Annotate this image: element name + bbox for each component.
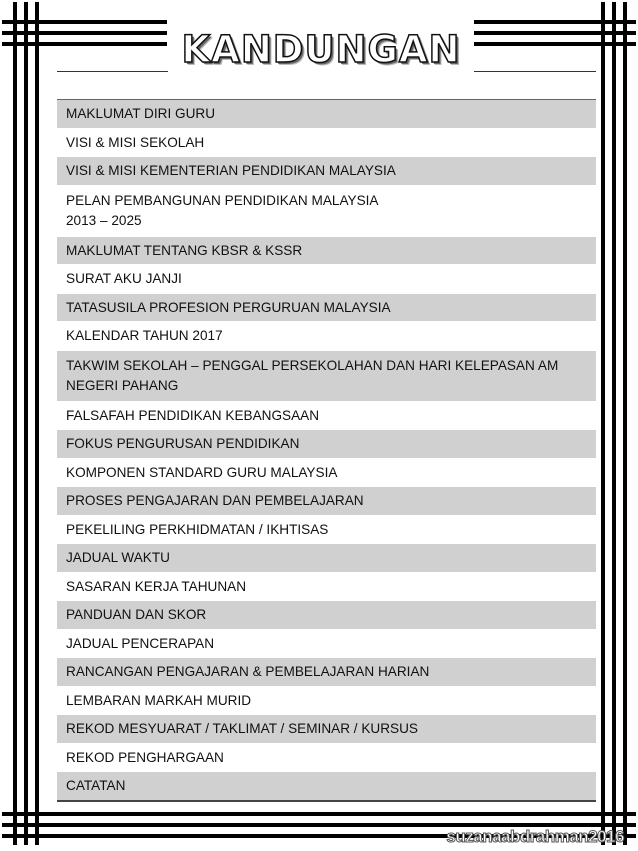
toc-item[interactable]: REKOD PENGHARGAAN xyxy=(57,744,596,773)
page-title: KANDUNGAN xyxy=(181,27,461,71)
toc-item[interactable]: FOKUS PENGURUSAN PENDIDIKAN xyxy=(57,430,596,459)
toc-item[interactable]: TAKWIM SEKOLAH – PENGGAL PERSEKOLAHAN DAN HARI KELEPASAN AM NEGERI PAHANG xyxy=(57,351,596,402)
table-of-contents xyxy=(57,99,596,802)
toc-item[interactable]: FALSAFAH PENDIDIKAN KEBANGSAAN xyxy=(57,402,596,431)
toc-item[interactable]: RANCANGAN PENGAJARAN & PEMBELAJARAN HARIAN xyxy=(57,658,596,687)
watermark: suzanaabdrahman2016 xyxy=(446,827,624,846)
toc-item[interactable]: SURAT AKU JANJI xyxy=(57,265,596,294)
toc-item[interactable]: KALENDAR TAHUN 2017 xyxy=(57,322,596,351)
toc-item[interactable]: CATATAN xyxy=(57,772,596,802)
toc-item[interactable]: VISI & MISI KEMENTERIAN PENDIDIKAN MALAYSIA xyxy=(57,157,596,186)
toc-item[interactable]: PEKELILING PERKHIDMATAN / IKHTISAS xyxy=(57,516,596,545)
toc-item[interactable]: MAKLUMAT TENTANG KBSR & KSSR xyxy=(57,237,596,266)
toc-item[interactable]: SASARAN KERJA TAHUNAN xyxy=(57,573,596,602)
toc-item[interactable]: MAKLUMAT DIRI GURU xyxy=(57,100,596,129)
toc-item[interactable]: VISI & MISI SEKOLAH xyxy=(57,129,596,158)
toc-item[interactable]: KOMPONEN STANDARD GURU MALAYSIA xyxy=(57,459,596,488)
toc-item[interactable]: JADUAL PENCERAPAN xyxy=(57,630,596,659)
toc-item[interactable]: LEMBARAN MARKAH MURID xyxy=(57,687,596,716)
toc-item[interactable]: PANDUAN DAN SKOR xyxy=(57,601,596,630)
toc-item[interactable]: PROSES PENGAJARAN DAN PEMBELAJARAN xyxy=(57,487,596,516)
title-box xyxy=(168,8,474,90)
toc-item[interactable]: JADUAL WAKTU xyxy=(57,544,596,573)
toc-item[interactable]: TATASUSILA PROFESION PERGURUAN MALAYSIA xyxy=(57,294,596,323)
toc-item[interactable]: REKOD MESYUARAT / TAKLIMAT / SEMINAR / KURSUS xyxy=(57,715,596,744)
toc-item[interactable]: PELAN PEMBANGUNAN PENDIDIKAN MALAYSIA 2013 – 2025 xyxy=(57,186,596,237)
